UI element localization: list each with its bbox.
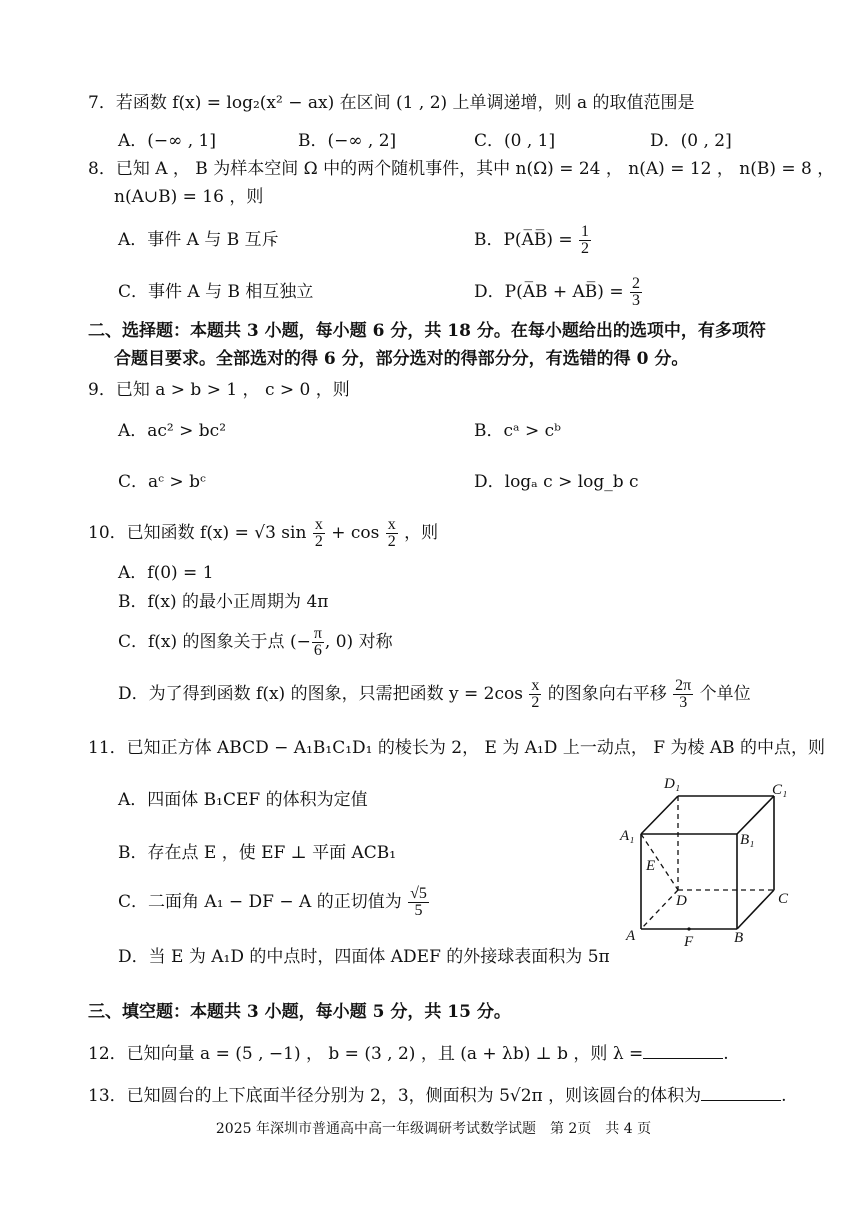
q9-option-d: D．logₐ c > log_b c bbox=[474, 472, 639, 492]
q10-option-c-prefix: C．f(x) 的图象关于点 (− bbox=[118, 632, 311, 652]
q10-stem bbox=[88, 513, 438, 553]
q13-answer-blank[interactable] bbox=[701, 1084, 781, 1101]
vertex-label-b: B bbox=[734, 930, 744, 946]
vertex-label-c: C bbox=[778, 891, 789, 907]
q9-stem: 9．已知 a > b > 1 ， c > 0 ，则 bbox=[88, 380, 350, 400]
fraction-numerator: 2 bbox=[631, 275, 640, 292]
point-label-f: F bbox=[684, 934, 694, 950]
q10-option-c bbox=[118, 622, 393, 662]
vertex-label-a1: A₁ bbox=[620, 828, 635, 844]
fraction-numerator: x bbox=[387, 516, 396, 533]
point-label-e: E bbox=[646, 858, 656, 874]
q12-stem bbox=[88, 1042, 729, 1065]
q9-option-c: C．aᶜ > bᶜ bbox=[118, 472, 206, 492]
q8-option-b-fraction bbox=[579, 224, 591, 257]
fraction-denominator: 2 bbox=[314, 533, 323, 550]
fraction-numerator: 2π bbox=[675, 677, 692, 694]
fraction-denominator: 5 bbox=[414, 902, 423, 919]
q7-stem: 7．若函数 f(x) = log₂(x² − ax) 在区间 (1 , 2) 上单调递增，则 a 的取值范围是 bbox=[88, 93, 695, 113]
q13-text: 13．已知圆台的上下底面半径分别为 2，3，侧面积为 5√2π ，则该圆台的体积为 bbox=[88, 1086, 702, 1106]
section-3-heading: 三、填空题：本题共 3 小题，每小题 5 分，共 15 分。 bbox=[88, 1002, 511, 1022]
fraction-numerator: x bbox=[314, 516, 323, 533]
section-2-instructions: 合题目要求。全部选对的得 6 分，部分选对的得部分分，有选错的得 0 分。 bbox=[114, 349, 689, 369]
vertex-label-b1: B₁ bbox=[740, 832, 755, 848]
q11-option-c bbox=[118, 882, 430, 922]
q8-option-c: C．事件 A 与 B 相互独立 bbox=[118, 282, 314, 302]
section-2-heading: 二、选择题：本题共 3 小题，每小题 6 分，共 18 分。在每小题给出的选项中，有多项符 bbox=[88, 321, 766, 341]
q10-option-a: A．f(0) = 1 bbox=[118, 563, 214, 583]
q11-option-c-text: C．二面角 A₁ − DF − A 的正切值为 bbox=[118, 892, 402, 912]
fraction-numerator: π bbox=[313, 625, 322, 642]
q11-option-d: D．当 E 为 A₁D 的中点时，四面体 ADEF 的外接球表面积为 5π bbox=[118, 947, 610, 967]
q13-stem bbox=[88, 1084, 787, 1107]
fraction-denominator: 2 bbox=[531, 694, 540, 711]
vertex-label-c1: C₁ bbox=[772, 782, 788, 798]
q11-option-b: B．存在点 E ，使 EF ⊥ 平面 ACB₁ bbox=[118, 843, 397, 863]
q10-stem-prefix: 10．已知函数 f(x) = √3 sin bbox=[88, 523, 307, 543]
q8-option-d-text: D．P(A̅B + AB̅) = bbox=[474, 282, 624, 302]
q12-period: . bbox=[723, 1044, 729, 1064]
q8-option-b bbox=[474, 220, 592, 260]
q10-option-d-fraction-shift bbox=[673, 678, 693, 711]
q8-stem-line2: n(A∪B) = 16 ，则 bbox=[114, 187, 264, 207]
q10-option-d-fraction-x-over-2 bbox=[529, 678, 541, 711]
q8-option-d-fraction bbox=[630, 276, 642, 309]
fraction-denominator: 3 bbox=[631, 292, 640, 309]
q12-text: 12．已知向量 a = (5 , −1) ， b = (3 , 2) ，且 (a + λb) ⊥ b ，则 λ = bbox=[88, 1044, 644, 1064]
vertex-label-d1: D₁ bbox=[664, 776, 681, 792]
q10-stem-middle: + cos bbox=[331, 523, 380, 543]
page-footer: 2025 年深圳市普通高中高一年级调研考试数学试题 第 2页 共 4 页 bbox=[215, 1121, 652, 1137]
fraction-denominator: 3 bbox=[679, 694, 688, 711]
q7-option-b: B．(−∞ , 2] bbox=[298, 131, 397, 151]
q9-option-b: B．cᵃ > cᵇ bbox=[474, 421, 561, 441]
q7-option-d: D．(0 , 2] bbox=[650, 131, 732, 151]
q8-stem-line1: 8．已知 A ， B 为样本空间 Ω 中的两个随机事件，其中 n(Ω) = 24 ， n(A) = 12 ， n(B) = 8 ， bbox=[88, 159, 835, 179]
q10-option-d-suffix: 个单位 bbox=[699, 684, 751, 704]
q10-option-b: B．f(x) 的最小正周期为 4π bbox=[118, 592, 329, 612]
q13-period: . bbox=[781, 1086, 787, 1106]
q11-option-c-fraction bbox=[408, 886, 429, 919]
q11-option-a: A．四面体 B₁CEF 的体积为定值 bbox=[118, 790, 368, 810]
q11-stem: 11．已知正方体 ABCD − A₁B₁C₁D₁ 的棱长为 2， E 为 A₁D 上一动点， F 为棱 AB 的中点，则 bbox=[88, 738, 826, 758]
q12-answer-blank[interactable] bbox=[643, 1042, 723, 1059]
fraction-denominator: 2 bbox=[581, 240, 590, 257]
q10-option-c-fraction bbox=[312, 626, 324, 659]
q10-fraction-x-over-2 bbox=[313, 517, 325, 550]
q9-option-a: A．ac² > bc² bbox=[118, 421, 227, 441]
q8-option-d bbox=[474, 272, 643, 312]
q10-option-d bbox=[118, 674, 751, 714]
q10-option-d-prefix: D．为了得到函数 f(x) 的图象，只需把函数 y = 2cos bbox=[118, 684, 523, 704]
q8-option-b-text: B．P(A̅B̅) = bbox=[474, 230, 573, 250]
q10-stem-suffix: ，则 bbox=[404, 523, 439, 543]
q8-option-a: A．事件 A 与 B 互斥 bbox=[118, 230, 279, 250]
fraction-numerator: √5 bbox=[410, 885, 427, 902]
q10-option-d-middle: 的图象向右平移 bbox=[547, 684, 667, 704]
q10-fraction-x-over-2 bbox=[386, 517, 398, 550]
fraction-numerator: 1 bbox=[581, 223, 590, 240]
vertex-label-a: A bbox=[626, 928, 636, 944]
vertex-label-d: D bbox=[676, 893, 687, 909]
fraction-numerator: x bbox=[531, 677, 540, 694]
cube-figure bbox=[616, 772, 796, 952]
q10-option-c-suffix: , 0) 对称 bbox=[324, 632, 393, 652]
q7-option-c: C．(0 , 1] bbox=[474, 131, 556, 151]
q7-option-a: A．(−∞ , 1] bbox=[118, 131, 216, 151]
fraction-denominator: 2 bbox=[387, 533, 396, 550]
fraction-denominator: 6 bbox=[313, 642, 322, 659]
